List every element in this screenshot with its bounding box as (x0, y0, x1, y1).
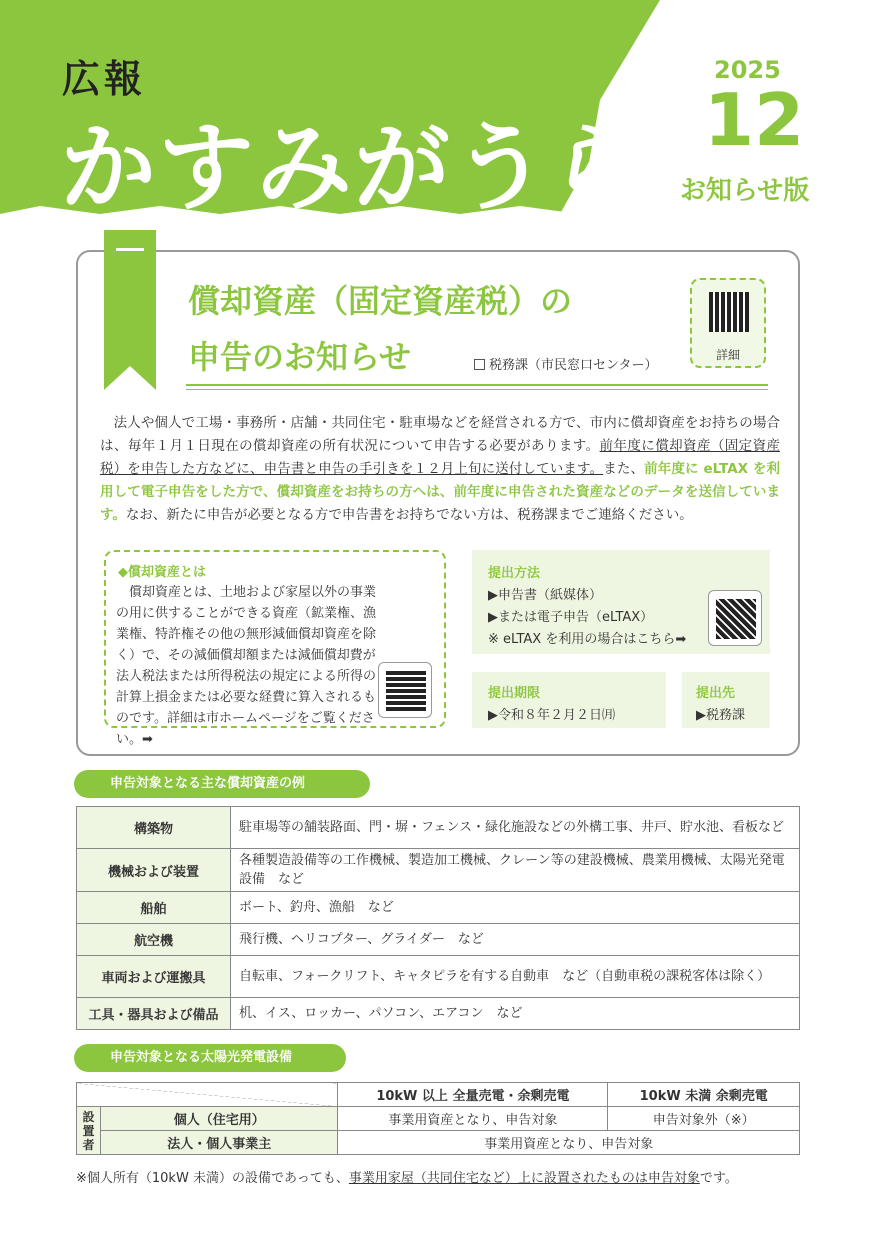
issue-year: 2025 (714, 56, 781, 84)
article-title-line1: 償却資産（固定資産税）の (188, 282, 573, 320)
deadline-date: ▶令和８年２月２日㈪ (488, 708, 615, 723)
asset-examples: ボート、釣舟、漁船 など (231, 892, 800, 924)
method-paper: ▶申告書（紙媒体） (488, 588, 602, 603)
method-heading: 提出方法 (488, 566, 541, 581)
department-text: 税務課（市民窓口センター） (489, 358, 658, 373)
masthead-title: かすみがうら (60, 112, 648, 224)
asset-category: 構築物 (77, 807, 231, 849)
asset-category: 機械および装置 (77, 849, 231, 892)
installer-group-label (77, 1107, 101, 1155)
department-credit (474, 354, 657, 373)
deadline-box (472, 672, 666, 728)
article-title-line2: 申告のお知らせ (188, 338, 412, 376)
detail-qr-box[interactable] (690, 278, 766, 368)
intro-text-highlight: 前年度に eLTAX を利用して電子申告をした方で、償却資産をお持ちの方へは、前年度に申告された資産などのデータを送信しています。 (100, 461, 781, 523)
footnote (76, 1167, 738, 1186)
title-rule-thin (186, 389, 768, 390)
masthead-header (0, 0, 874, 240)
method-eltax-note[interactable]: ※ eLTAX を利用の場合はこちら➡ (488, 632, 687, 647)
asset-category: 航空機 (77, 924, 231, 956)
asset-category: 車両および運搬具 (77, 956, 231, 998)
asset-row (77, 807, 800, 849)
solar-col-2: 10kW 未満 余剰売電 (608, 1083, 800, 1107)
asset-row (77, 892, 800, 924)
intro-paragraph (100, 412, 780, 527)
definition-text (116, 582, 380, 750)
solar-corner-cell (77, 1083, 338, 1107)
solar-header-row (77, 1083, 800, 1107)
qr-code-icon[interactable] (709, 292, 749, 332)
asset-row (77, 956, 800, 998)
homepage-qr-box[interactable] (378, 662, 432, 718)
square-icon (474, 359, 485, 370)
asset-row (77, 924, 800, 956)
intro-text-underlined: 前年度に償却資産（固定資産税）を申告した方などに、申告書と申告の手引きを１２月上旬に送付しています。 (100, 438, 781, 477)
installer-label-text: 設置者 (82, 1109, 95, 1152)
asset-category: 工具・器具および備品 (77, 998, 231, 1030)
definition-heading: ◆償却資産とは (118, 565, 206, 580)
intro-text-1: 法人や個人で工場・事務所・店舗・共同住宅・駐車場などを経営される方で、市内に償却資産をお持ちの場合は、毎年１月１日現在の償却資産の所有状況について申告する必要があります。 (100, 415, 780, 454)
method-eltax: ▶または電子申告（eLTAX） (488, 610, 654, 625)
destination-box (682, 672, 770, 728)
method-box (472, 550, 770, 654)
asset-category: 船舶 (77, 892, 231, 924)
intro-text-5: なお、新たに申告が必要となる方で申告書をお持ちでない方は、税務課までご連絡ください。 (125, 507, 693, 523)
row-corporate-value: 事業用資産となり、申告対象 (338, 1131, 800, 1155)
solar-row-individual (77, 1107, 800, 1131)
definition-body: 償却資産とは、土地および家屋以外の事業の用に供することができる資産（鉱業権、漁業権、特許権その他の無形減価償却資産を除く）で、その減価償却額または減価償却費が法人税法または所得税法の規定による所得の計算上損金または必要な経費に算入されるものです。詳細は市ホームページをご覧ください。➡ (116, 585, 377, 747)
asset-examples: 机、イス、ロッカー、パソコン、エアコン など (231, 998, 800, 1030)
qr-detail-label: 詳細 (715, 348, 740, 362)
deadline-heading: 提出期限 (488, 686, 541, 701)
row-corporate-head: 法人・個人事業主 (101, 1131, 338, 1155)
destination-heading: 提出先 (696, 686, 736, 701)
row-individual-head: 個人（住宅用） (101, 1107, 338, 1131)
asset-row (77, 849, 800, 892)
asset-examples: 各種製造設備等の工作機械、製造加工機械、クレーン等の建設機械、農業用機械、太陽光発電設備 など (231, 849, 800, 892)
eltax-qr-box[interactable] (708, 590, 762, 646)
solar-row-corporate (77, 1131, 800, 1155)
row-individual-c1: 事業用資産となり、申告対象 (338, 1107, 608, 1131)
solar-section-label: 申告対象となる太陽光発電設備 (74, 1044, 346, 1072)
footnote-underlined: 事業用家屋（共同住宅など）上に設置されたものは申告対象 (348, 1171, 700, 1186)
bookmark-ribbon (104, 230, 156, 390)
issue-month: 12 (704, 78, 805, 162)
qr-code-icon[interactable] (386, 671, 426, 711)
intro-text-3: また、 (603, 461, 645, 477)
title-rule (186, 384, 768, 386)
asset-examples: 自転車、フォークリフト、キャタピラを有する自動車 など（自動車税の課税客体は除く） (231, 956, 800, 998)
qr-code-icon[interactable] (716, 599, 756, 639)
row-individual-c2: 申告対象外（※） (608, 1107, 800, 1131)
asset-examples: 駐車場等の舗装路面、門・塀・フェンス・緑化施設などの外構工事、井戸、貯水池、看板など (231, 807, 800, 849)
assets-section-label: 申告対象となる主な償却資産の例 (74, 770, 370, 798)
assets-table (76, 806, 800, 1030)
asset-examples: 飛行機、ヘリコプター、グライダー など (231, 924, 800, 956)
solar-table (76, 1082, 800, 1155)
footnote-part-1: ※個人所有（10kW 未満）の設備であっても、 (76, 1171, 349, 1186)
destination-office: ▶税務課 (696, 708, 745, 723)
edition-label: お知らせ版 (680, 176, 810, 206)
kouhou-label: 広報 (62, 57, 147, 101)
solar-col-1: 10kW 以上 全量売電・余剰売電 (338, 1083, 608, 1107)
asset-row (77, 998, 800, 1030)
footnote-part-3: です。 (699, 1171, 738, 1186)
